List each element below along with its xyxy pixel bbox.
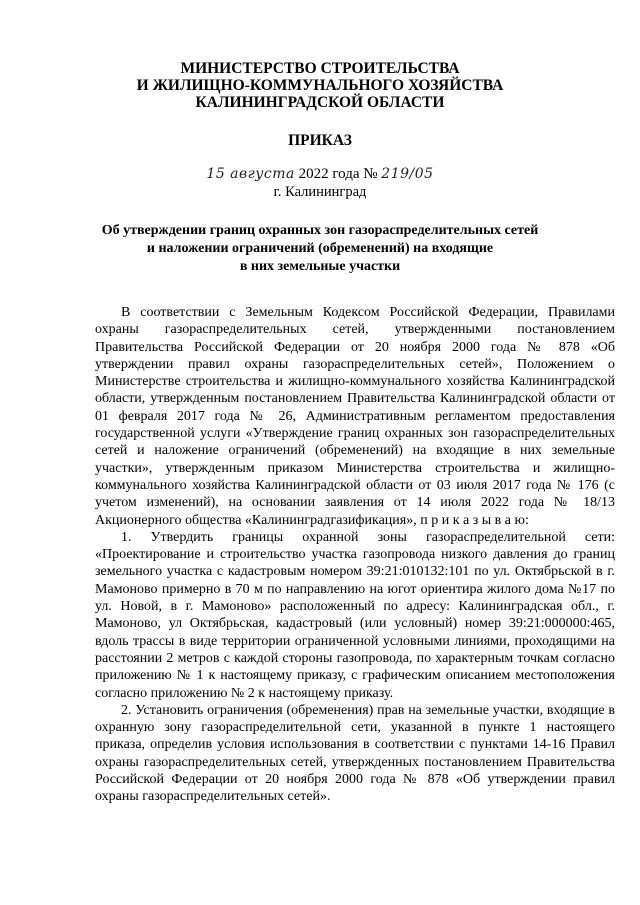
header-line-1: МИНИСТЕРСТВО СТРОИТЕЛЬСТВА: [180, 60, 460, 77]
handwritten-order-number: 219/05: [381, 166, 434, 182]
clause-2-paragraph: 2. Установить ограничения (обременения) прав на земельные участки, входящие в охранную зону газораспределительной сети, указанной в пункте 1 настоящего приказа, определив условия использования в соответствии с пунктами 14-16 Правил охраны газораспределительных сетей, утвержденных постановлением Правительства Российской Федерации от 20 ноября 2000 года № 878 «Об утверждении правил охраны газораспределительных сетей».: [95, 702, 615, 805]
handwritten-date: 15 августа: [206, 166, 295, 182]
order-body: [95, 304, 615, 806]
preamble-paragraph: В соответствии с Земельным Кодексом Российской Федерации, Правилами охраны газораспределительных сетей, утвержденными постановлением Правительства Российской Федерации от 20 ноября 2000 года № 878 «Об утверждении правил охраны газораспределительных сетей», Положением о Министерстве строительства и жилищно-коммунального хозяйства Калининградской области, утвержденным постановлением Правительства Калининградской области от 01 февраля 2017 года № 26, Административным регламентом предоставления государственной услуги «Утверждение границ охранных зон газораспределительных сетей и наложение ограничений (обременений) на входящие в них земельные участки», утвержденным приказом Министерства строительства и жилищно-коммунального хозяйства Калининградской области от 03 июля 2017 года № 176 (с учетом изменений), на основании заявления от 14 июля 2022 года № 18/13 Акционерного общества «Калининградгазификация», п р и к а з ы в а ю:: [95, 305, 615, 528]
header-line-2: И ЖИЛИЩНО-КОММУНАЛЬНОГО ХОЗЯЙСТВА: [136, 77, 504, 94]
order-title: ПРИКАЗ: [288, 132, 352, 149]
order-year: 2022 года №: [298, 166, 378, 182]
subject-line-1: Об утверждении границ охранных зон газораспределительных сетей: [101, 223, 539, 238]
order-dateline: [0, 166, 640, 183]
ministry-header: [0, 60, 640, 111]
order-subject: [60, 222, 580, 276]
clause-1-paragraph: 1. Утвердить границы охранной зоны газораспределительной сети: «Проектирование и строительство участка газопровода низкого давления до границ земельного участка с кадастровым номером 39:21:010132:101 по ул. Октябрьской в г. Мамоново примерно в 70 м по направлению на югот ориентира жилого дома №17 по ул. Новой, в г. Мамоново» расположенный по адресу: Калининградская обл., г. Мамоново, ул Октябрьская, кадастровый (или условный) номер 39:21:000000:465, вдоль трассы в виде территории ограниченной условными линиями, проходящими на расстоянии 2 метров с каждой стороны газопровода, по характерным точкам согласно приложению № 1 к настоящему приказу, с графическим описанием местоположения согласно приложению № 2 к настоящему приказу.: [95, 529, 615, 701]
header-line-3: КАЛИНИНГРАДСКОЙ ОБЛАСТИ: [195, 94, 445, 111]
subject-line-2: и наложении ограничений (обременений) на входящие: [146, 241, 494, 256]
subject-line-3: в них земельные участки: [239, 259, 401, 274]
order-city: г. Калининград: [273, 184, 367, 200]
